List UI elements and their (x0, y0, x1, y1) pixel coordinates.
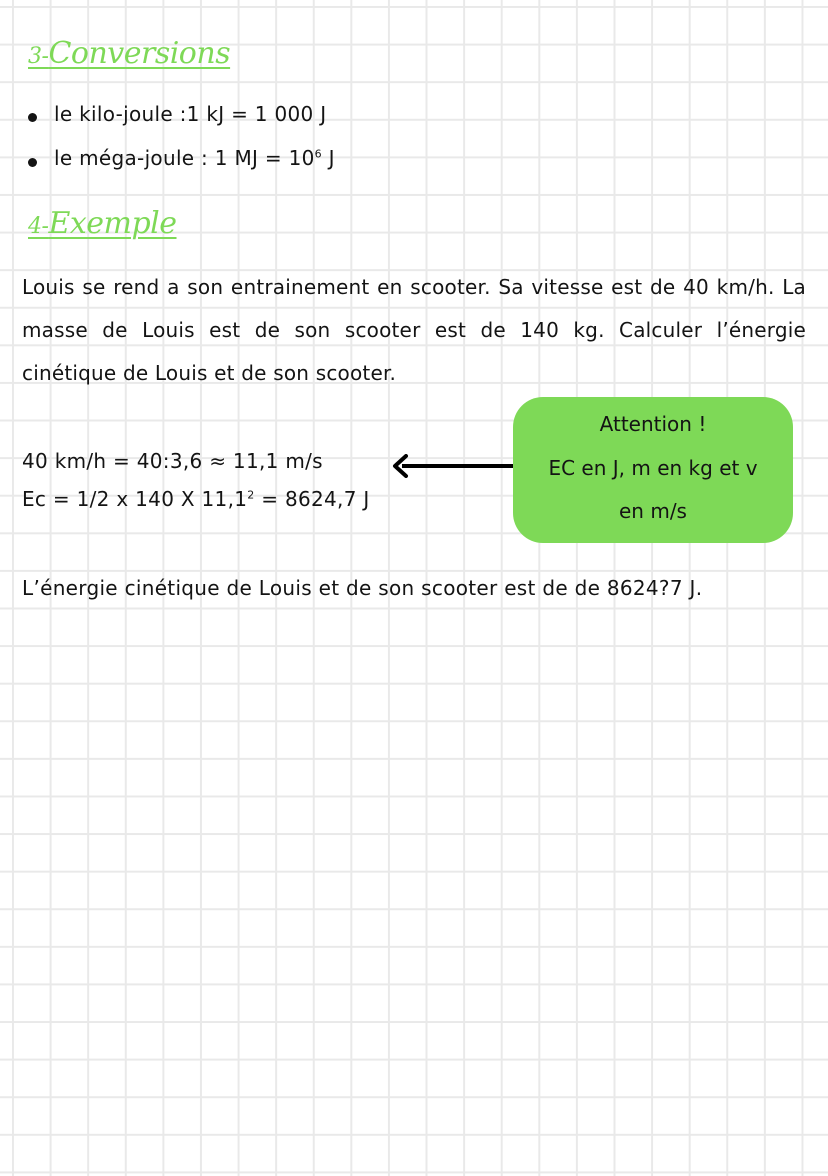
conversion-megajoule (54, 146, 335, 170)
conversions-heading (28, 36, 230, 71)
bullet-icon (28, 113, 37, 122)
example-heading (28, 206, 177, 241)
kinetic-energy-formula: Ec = 1/2 x 140 X 11,1 (22, 487, 248, 511)
example-heading-number: 4- (28, 214, 49, 239)
arrow-left-icon (392, 454, 514, 478)
bullet-icon (28, 158, 37, 167)
conversion-kilojoule: le kilo-joule :1 kJ = 1 000 J (54, 102, 327, 126)
conclusion-sentence: L’énergie cinétique de Louis et de son scooter est de de 8624?7 J. (22, 576, 703, 600)
conversions-heading-title: Conversions (48, 36, 231, 71)
example-paragraph: Louis se rend a son entrainement en scooter. Sa vitesse est de 40 km/h. La masse de Louis est de son scooter est de 140 kg. Calculer l’énergie cinétique de Louis et de son scooter. (22, 275, 806, 385)
callout-title: Attention ! (599, 412, 707, 436)
conversion-megajoule-exponent: 6 (314, 147, 322, 161)
kinetic-energy-exponent: 2 (247, 488, 255, 502)
conversion-megajoule-text: le méga-joule : 1 MJ = 10 (54, 146, 315, 170)
conversions-heading-number: 3- (28, 44, 49, 69)
callout-units-line: EC en J, m en kg et v (548, 456, 758, 480)
attention-callout (513, 397, 793, 543)
conversion-megajoule-unit: J (321, 146, 335, 170)
example-heading-title: Exemple (48, 206, 177, 241)
kinetic-energy-calculation (22, 487, 370, 511)
callout-units-line-2: en m/s (619, 499, 687, 523)
speed-conversion-line: 40 km/h = 40:3,6 ≈ 11,1 m/s (22, 449, 323, 473)
kinetic-energy-result: = 8624,7 J (254, 487, 370, 511)
